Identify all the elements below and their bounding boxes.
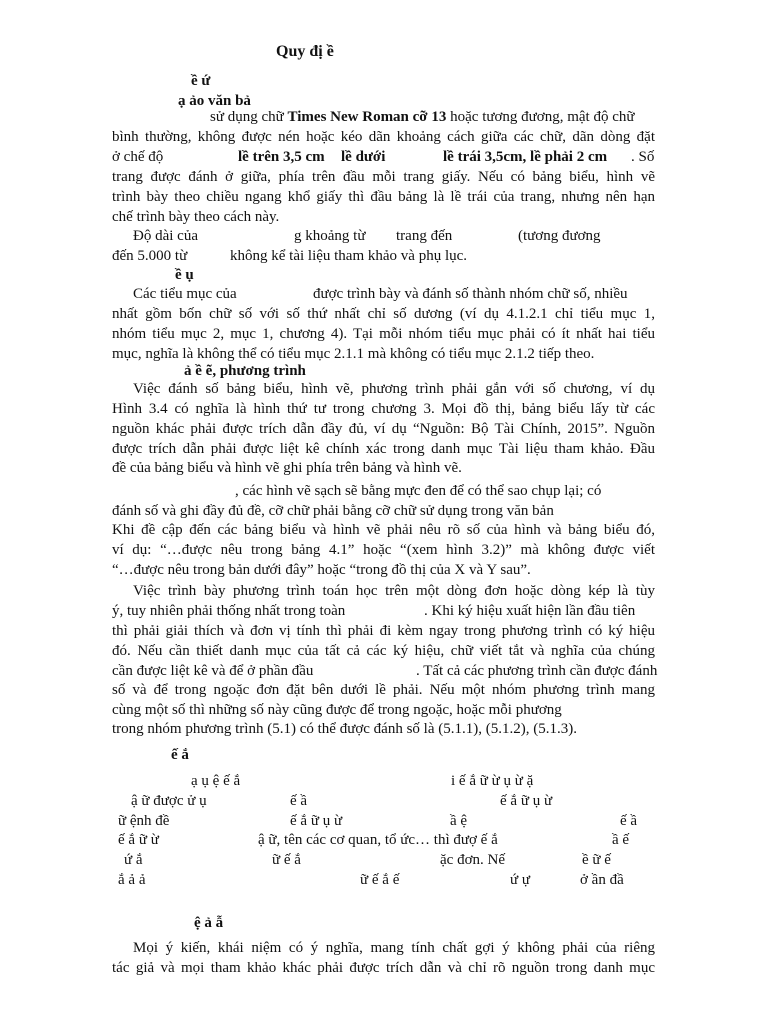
section-heading-numbering: ề ụ	[175, 267, 194, 283]
section-heading-citations: ệ ả ẫ	[194, 915, 224, 931]
para4-line1: Việc đánh số bảng biểu, hình vẽ, phương trình phải gắn với số chương, ví dụ	[133, 381, 655, 397]
para7-line6a: ắ ả ả	[118, 872, 146, 888]
para8-line2: tác giả và mọi tham khảo khác phải được trích dẫn và chỉ rõ nguồn trong danh mục	[112, 960, 655, 976]
para3-line4: mục, nghĩa là không thể có tiểu mục 2.1.1 mà không có tiểu mục 2.1.2 tiếp theo.	[112, 346, 595, 362]
para6-line7: cùng một số thì những số này cũng được để trong ngoặc, hoặc mỗi phương	[112, 702, 562, 718]
para3-line2: nhất gồm bốn chữ số với số thứ nhất chỉ số dương (ví dụ 4.1.2.1 chỉ tiểu mục 1,	[112, 306, 655, 322]
para7-line3b: ế ắ ữ ụ ừ	[290, 813, 343, 829]
para6-line3: thì phải giải thích và đơn vị tính thì phải đi kèm ngay trong phương trình có ký hiệu	[112, 623, 655, 639]
para6-line4: đó. Nếu cần thiết danh mục của tất cả các ký hiệu, chữ viết tắt và nghĩa của chúng	[112, 643, 655, 659]
para2-line2a: đến 5.000 từ	[112, 248, 188, 264]
para6-line2a: ý, tuy nhiên phải thống nhất trong toàn	[112, 603, 346, 619]
para7-line5d: ề ữ ế	[582, 852, 611, 868]
para7-line2a: ậ ữ được ử ụ	[131, 793, 207, 809]
para5-line2: đánh số và ghi đầy đủ đề, cỡ chữ phải bằng cỡ chữ sử dụng trong văn bản	[112, 503, 554, 519]
para3-line3: nhóm tiểu mục 2, mục 1, chương 4). Tại mỗi nhóm tiểu mục phải có ít nhất hai tiểu	[112, 326, 655, 342]
para6-line5b: . Tất cả các phương trình cần được đánh	[416, 663, 658, 679]
para6-line5a: cần được liệt kê và để ở phần đầu	[112, 663, 314, 679]
para7-line5a: ứ ắ	[124, 852, 143, 868]
para7-line4a: ế ắ ữ ừ	[118, 832, 159, 848]
para7-line5c: ặc đơn. Nế	[440, 852, 505, 868]
para7-line1a: ạ ụ ệ ế ắ	[191, 773, 241, 789]
para1-line1: sử dụng chữ Times New Roman cỡ 13 hoặc tương đương, mật độ chữ	[210, 109, 635, 125]
para3-line1a: Các tiểu mục của	[133, 286, 237, 302]
para5-line3: Khi đề cập đến các bảng biểu và hình vẽ phải nêu rõ số của hình và bảng biểu đó,	[112, 522, 655, 538]
subsection-heading-layout: ạ ảo văn bả	[178, 93, 251, 109]
para2-line2b: không kể tài liệu tham khảo và phụ lục.	[230, 248, 468, 264]
para8-line1: Mọi ý kiến, khái niệm có ý nghĩa, mang tính chất gợi ý không phải của riêng	[133, 940, 655, 956]
para6-line2b: . Khi ký hiệu xuất hiện lần đầu tiên	[424, 603, 636, 619]
para7-line6d: ở ần đầ	[580, 872, 624, 888]
para7-line4c: ầ ế	[612, 832, 630, 848]
para1-line5: trình bày theo chiều ngang khổ giấy thì đầu bảng là lề trái của trang, nhưng nên hạn	[112, 189, 655, 205]
para6-line8: trong nhóm phương trình (5.1) có thể được đánh số là (5.1.1), (5.1.2), (5.1.3).	[112, 721, 577, 737]
document-title: Quy đị ề	[276, 43, 334, 60]
para7-line3a: ữ ệnh đề	[118, 813, 170, 829]
para7-line4b: ậ ữ, tên các cơ quan, tổ ức… thì đượ ế ắ	[258, 832, 498, 848]
section-heading-abbreviations: ế ắ	[171, 747, 189, 763]
para4-line2: Hình 3.4 có nghĩa là hình thứ tư trong chương 3. Mọi đồ thị, bảng biểu lấy từ các	[112, 401, 655, 417]
para7-line6b: ữ ế ắ ế	[360, 872, 400, 888]
para1-line6: chế trình bày theo cách này.	[112, 209, 280, 225]
para1-line2: bình thường, không được nén hoặc kéo dãn khoảng cách giữa các chữ, dãn dòng đặt	[112, 129, 655, 145]
para2-line1d: (tương đương	[518, 228, 601, 244]
para7-line2c: ế ắ ữ ụ ừ	[500, 793, 553, 809]
para7-line2b: ế ầ	[290, 793, 308, 809]
section-heading-format: ề ứ	[191, 73, 211, 89]
para6-line6: số và để trong ngoặc đơn đặt bên dưới lề phải. Nếu một nhóm phương trình mang	[112, 682, 655, 698]
para5-line5: “…được nêu trong bản dưới đây” hoặc “trong đồ thị của X và Y sau”.	[112, 562, 531, 578]
para4-line5: đề của bảng biểu và hình vẽ ghi phía trên bảng và hình vẽ.	[112, 460, 462, 476]
para6-line1: Việc trình bày phương trình toán học trên một dòng đơn hoặc dòng kép là tùy	[133, 583, 655, 599]
para4-line3: nguồn khác phải được trích dẫn đầy đủ, ví dụ “Nguồn: Bộ Tài Chính, 2015”. Nguồn	[112, 421, 655, 437]
para4-line4: được trích dẫn phải được liệt kê chính xác trong danh mục Tài liệu tham khảo. Đầu	[112, 441, 655, 457]
para5-line4: ví dụ: “…được nêu trong bảng 4.1” hoặc “(xem hình 3.2)” mà không được viết	[112, 542, 655, 558]
para3-line1b: được trình bày và đánh số thành nhóm chữ số, nhiều	[313, 286, 628, 302]
section-heading-tables-figures: ả ề ẽ, phương trình	[184, 363, 306, 379]
para7-line6c: ứ ự	[510, 872, 531, 888]
para7-line5b: ữ ế ắ	[272, 852, 301, 868]
para5-line1: , các hình vẽ sạch sẽ bằng mực đen để có thể sao chụp lại; có	[235, 483, 602, 499]
para2-line1c: trang đến	[396, 228, 453, 244]
para1-line3: ở chế độ lề trên 3,5 cm lề dưới lề trái 3,5cm, lề phải 2 cm . Số	[112, 149, 655, 165]
para2-line1b: g khoảng từ	[294, 228, 366, 244]
para1-line4: trang được đánh ở giữa, phía trên đầu mỗi trang giấy. Nếu có bảng biểu, hình vẽ	[112, 169, 655, 185]
para2-line1a: Độ dài của	[133, 228, 198, 244]
para7-line3d: ế ầ	[620, 813, 638, 829]
para7-line1b: i ế ắ ữ ừ ụ ừ ặ	[451, 773, 534, 789]
para7-line3c: ầ ệ	[450, 813, 468, 829]
